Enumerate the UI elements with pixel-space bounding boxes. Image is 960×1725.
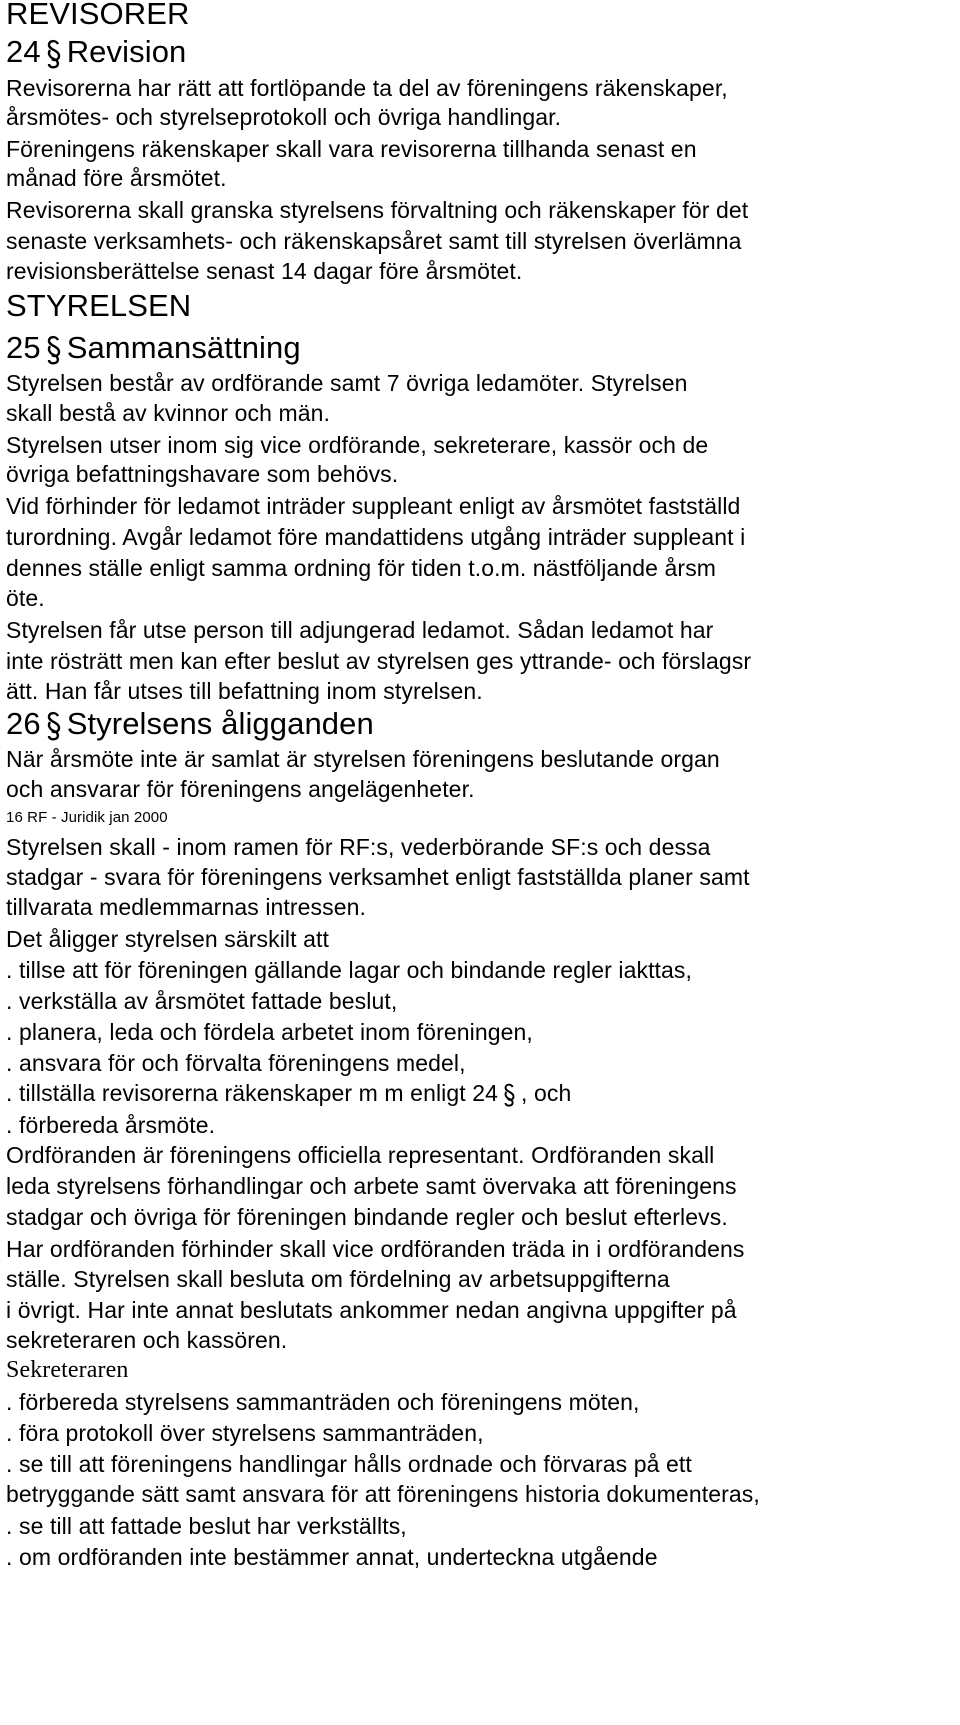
list-item: . se till att fattade beslut har verkställts, [6,1513,407,1539]
text-line: Revisorerna skall granska styrelsens förvaltning och räkenskaper för det [6,197,749,223]
text-line: Revisorerna har rätt att fortlöpande ta del av föreningens räkenskaper, [6,75,728,101]
section-sign-icon [502,1083,517,1107]
section-sign-icon [45,711,63,741]
text-line: Styrelsen skall - inom ramen för RF:s, vederbörande SF:s och dessa [6,834,711,860]
text-line: skall bestå av kvinnor och män. [6,400,330,426]
heading-revisorer: REVISORER [6,0,190,31]
list-item: . se till att föreningens handlingar hålls ordnade och förvaras på ett [6,1451,692,1477]
text-line: turordning. Avgår ledamot före mandattidens utgång inträder suppleant i [6,524,746,550]
section-number: 25 [6,330,41,365]
section-26-heading [6,706,374,742]
text-line: sekreteraren och kassören. [6,1327,288,1353]
text-line: senaste verksamhets- och räkenskapsåret samt till styrelsen överlämna [6,228,742,254]
list-item: . planera, leda och fördela arbetet inom föreningen, [6,1019,533,1045]
list-item: . förbereda styrelsens sammanträden och föreningens möten, [6,1389,640,1415]
text-line: stadgar och övriga för föreningen bindande regler och beslut efterlevs. [6,1204,728,1230]
text-line: i övrigt. Har inte annat beslutats ankommer nedan angivna uppgifter på [6,1297,737,1323]
text-line: stadgar - svara för föreningens verksamhet enligt fastställda planer samt [6,864,750,890]
text-line: leda styrelsens förhandlingar och arbete samt övervaka att föreningens [6,1173,737,1199]
section-number: 26 [6,706,41,741]
section-25-heading [6,330,301,366]
text-line: övriga befattningshavare som behövs. [6,461,399,487]
text-line: ställe. Styrelsen skall besluta om fördelning av arbetsuppgifterna [6,1266,670,1292]
text-line: öte. [6,585,45,611]
heading-sekreteraren: Sekreteraren [6,1357,129,1383]
text-line: och ansvarar för föreningens angelägenheter. [6,776,475,802]
list-item: . föra protokoll över styrelsens sammanträden, [6,1420,484,1446]
text-line: dennes ställe enligt samma ordning för tiden t.o.m. nästföljande årsm [6,555,717,581]
list-item-text: . tillställa revisorerna räkenskaper m m enligt 24 [6,1080,499,1106]
section-title: Styrelsens åligganden [66,706,374,741]
text-line: årsmötes- och styrelseprotokoll och övriga handlingar. [6,104,562,130]
section-sign-icon [45,39,63,69]
list-item: . ansvara för och förvalta föreningens medel, [6,1050,466,1076]
text-line: När årsmöte inte är samlat är styrelsen föreningens beslutande organ [6,746,720,772]
section-title: Revision [66,34,187,69]
text-line: Har ordföranden förhinder skall vice ordföranden träda in i ordförandens [6,1236,745,1262]
section-title: Sammansättning [66,330,301,365]
text-line: månad före årsmötet. [6,165,227,191]
text-line: Vid förhinder för ledamot inträder suppleant enligt av årsmötet fastställd [6,493,741,519]
text-line: revisionsberättelse senast 14 dagar före årsmötet. [6,258,523,284]
section-sign-icon [45,335,63,365]
list-item: . verkställa av årsmötet fattade beslut, [6,988,398,1014]
text-line: Ordföranden är föreningens officiella representant. Ordföranden skall [6,1142,715,1168]
list-item: . om ordföranden inte bestämmer annat, underteckna utgående [6,1544,658,1570]
section-24-heading [6,34,186,70]
list-item [6,1080,571,1107]
text-line: Styrelsen får utse person till adjungerad ledamot. Sådan ledamot har [6,617,714,643]
text-line: Styrelsen består av ordförande samt 7 övriga ledamöter. Styrelsen [6,370,688,396]
section-number: 24 [6,34,41,69]
list-item: . förbereda årsmöte. [6,1112,216,1138]
text-line: Föreningens räkenskaper skall vara revisorerna tillhanda senast en [6,136,697,162]
heading-styrelsen: STYRELSEN [6,288,192,323]
text-line: inte rösträtt men kan efter beslut av styrelsen ges yttrande- och förslagsr [6,648,752,674]
text-line: Det åligger styrelsen särskilt att [6,926,329,952]
list-item: . tillse att för föreningen gällande lagar och bindande regler iakttas, [6,957,693,983]
text-line: ätt. Han får utses till befattning inom styrelsen. [6,678,483,704]
list-item-text: , och [521,1080,572,1106]
text-line: Styrelsen utser inom sig vice ordförande, sekreterare, kassör och de [6,432,709,458]
list-item: betryggande sätt samt ansvara för att föreningens historia dokumenteras, [6,1481,760,1507]
text-line: tillvarata medlemmarnas intressen. [6,894,367,920]
page-footer: 16 RF - Juridik jan 2000 [6,809,168,826]
